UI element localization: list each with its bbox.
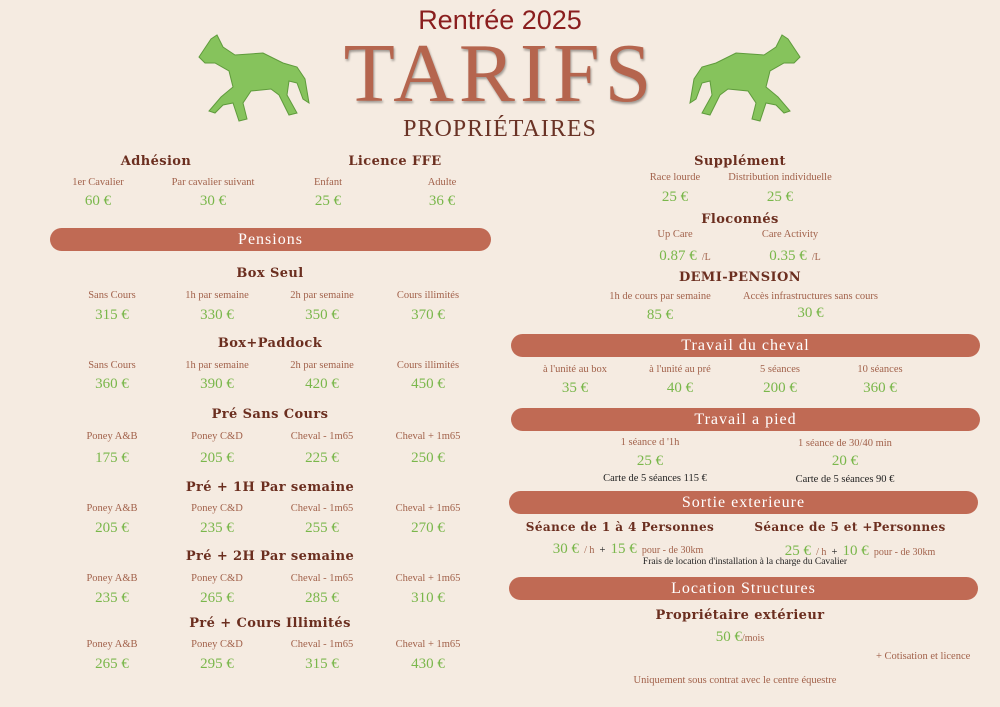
pension-price: 265 € [200, 590, 234, 606]
pension-price: 205 € [95, 520, 129, 536]
sortie-extra-price: 15 € [610, 541, 637, 557]
travail-pied-banner: Travail a pied [511, 408, 980, 431]
pension-price: 315 € [95, 307, 129, 323]
pension-label: Poney C&D [191, 573, 243, 584]
travail-pied-price: 25 € [636, 453, 664, 469]
pension-price: 360 € [95, 376, 129, 392]
travail-cheval-banner: Travail du cheval [511, 334, 980, 357]
pension-label: 1h par semaine [185, 290, 249, 301]
pension-label: Poney C&D [191, 503, 243, 514]
adhesion-label: 1er Cavalier [72, 177, 124, 188]
demi-pension-heading: DEMI-PENSION [678, 270, 802, 285]
adhesion-price: 30 € [199, 193, 227, 209]
pension-label: Cheval + 1m65 [395, 431, 461, 442]
demi-pension-price: 85 € [646, 307, 674, 323]
pension-label: Poney A&B [86, 431, 138, 442]
licence-heading: Licence FFE [348, 154, 442, 169]
adhesion-label: Par cavalier suivant [171, 177, 255, 188]
travail-cheval-label: à l'unité au box [543, 364, 607, 375]
pension-price: 235 € [200, 520, 234, 536]
travail-pied-price: 20 € [831, 453, 859, 469]
adhesion-price: 60 € [84, 193, 112, 209]
pension-section-heading: Pré + 1H Par semaine [185, 480, 355, 495]
pension-price: 330 € [200, 307, 234, 323]
floconnes-label: Up Care [657, 229, 693, 240]
adhesion-heading: Adhésion [120, 154, 192, 169]
floconnes-heading: Floconnés [701, 212, 779, 227]
supplement-label: Distribution individuelle [728, 172, 832, 183]
sortie-hourly-unit: / h [816, 547, 827, 558]
sortie-distance-note: pour - de 30km [641, 545, 704, 556]
licence-label: Adulte [427, 177, 457, 188]
pension-label: 2h par semaine [290, 360, 354, 371]
location-extra: + Cotisation et licence [876, 651, 971, 662]
pension-label: Cheval - 1m65 [290, 503, 354, 514]
travail-cheval-price: 40 € [666, 380, 694, 396]
sortie-distance-note: pour - de 30km [873, 547, 936, 558]
supplement-price: 25 € [661, 189, 689, 205]
sortie-hourly-price: 25 € [784, 543, 812, 559]
pension-price: 235 € [95, 590, 129, 606]
travail-cheval-price: 360 € [863, 380, 897, 396]
location-heading: Propriétaire extérieur [655, 608, 825, 623]
floconnes-unit: /L [811, 252, 821, 263]
location-price: 50 € [715, 629, 742, 645]
pension-label: Poney A&B [86, 503, 138, 514]
pension-price: 175 € [95, 450, 129, 466]
sortie-heading: Séance de 5 et +Personnes [754, 520, 946, 534]
pensions-banner: Pensions [50, 228, 491, 251]
pension-label: Cheval + 1m65 [395, 503, 461, 514]
travail-pied-note: Carte de 5 séances 90 € [795, 474, 895, 485]
horse-icon [686, 33, 806, 125]
licence-price: 25 € [314, 193, 342, 209]
footer-note: Uniquement sous contrat avec le centre équestre [633, 675, 837, 686]
licence-label: Enfant [314, 177, 342, 188]
pension-section-heading: Pré + 2H Par semaine [185, 549, 355, 564]
pension-label: Cheval - 1m65 [290, 573, 354, 584]
floconnes-price: 0.87 € [659, 248, 697, 264]
pension-price: 370 € [411, 307, 445, 323]
floconnes-label: Care Activity [761, 229, 819, 240]
pension-price: 430 € [411, 656, 445, 672]
horse-icon [193, 33, 313, 125]
pension-label: Poney A&B [86, 639, 138, 650]
pension-price: 270 € [411, 520, 445, 536]
sortie-banner: Sortie exterieure [509, 491, 978, 514]
supplement-heading: Supplément [694, 154, 786, 169]
pension-label: Cours illimités [396, 360, 460, 371]
pension-label: 2h par semaine [290, 290, 354, 301]
page-subtitle: PROPRIÉTAIRES [403, 116, 597, 142]
travail-pied-note: Carte de 5 séances 115 € [603, 473, 707, 484]
floconnes-unit: /L [701, 252, 711, 263]
supplement-label: Race lourde [649, 172, 701, 183]
pension-price: 390 € [200, 376, 234, 392]
pension-section-heading: Pré + Cours Illimités [189, 616, 351, 631]
pension-price: 450 € [411, 376, 445, 392]
pension-price: 255 € [305, 520, 339, 536]
demi-pension-label: Accès infrastructures sans cours [743, 291, 878, 302]
pension-price: 285 € [305, 590, 339, 606]
pension-price: 350 € [305, 307, 339, 323]
sortie-price-line [528, 538, 728, 558]
pension-label: Cheval - 1m65 [290, 431, 354, 442]
pension-section-heading: Box Seul [236, 266, 304, 281]
demi-pension-price: 30 € [797, 305, 824, 321]
location-banner: Location Structures [509, 577, 978, 600]
pension-price: 310 € [411, 590, 445, 606]
floconnes-price: 0.35 € [769, 248, 807, 264]
travail-pied-label: 1 séance d '1h [620, 437, 680, 448]
sortie-note: Frais de location d'installation à la charge du Cavalier [642, 557, 848, 567]
page-title: TARIFS [343, 27, 657, 120]
pension-label: Poney A&B [86, 573, 138, 584]
licence-price: 36 € [428, 193, 456, 209]
floconnes-price-group [740, 245, 850, 265]
travail-cheval-price: 35 € [561, 380, 589, 396]
pension-price: 420 € [305, 376, 339, 392]
pension-label: Cheval + 1m65 [395, 639, 461, 650]
pension-price: 295 € [200, 656, 234, 672]
pension-label: Cheval + 1m65 [395, 573, 461, 584]
pension-label: Cheval - 1m65 [290, 639, 354, 650]
location-price-line [680, 626, 800, 646]
travail-cheval-price: 200 € [763, 380, 797, 396]
floconnes-price-group [630, 245, 740, 265]
pension-price: 250 € [411, 450, 445, 466]
pension-section-heading: Pré Sans Cours [211, 407, 329, 422]
pension-price: 225 € [305, 450, 339, 466]
sortie-hourly-unit: / h [584, 545, 595, 556]
travail-pied-label: 1 séance de 30/40 min [798, 438, 892, 449]
sortie-extra-price: 10 € [842, 543, 869, 559]
pension-label: Poney C&D [191, 431, 243, 442]
season-kicker: Rentrée 2025 [418, 5, 582, 35]
sortie-plus: + [599, 545, 606, 556]
pension-price: 205 € [200, 450, 234, 466]
travail-cheval-label: 10 séances [857, 364, 903, 375]
pension-label: Sans Cours [88, 360, 136, 371]
sortie-heading: Séance de 1 à 4 Personnes [525, 520, 715, 534]
sortie-hourly-price: 30 € [552, 541, 580, 557]
pension-label: 1h par semaine [185, 360, 249, 371]
pension-label: Sans Cours [88, 290, 136, 301]
sortie-plus: + [831, 547, 838, 558]
pension-label: Poney C&D [191, 639, 243, 650]
pension-section-heading: Box+Paddock [217, 336, 323, 351]
pension-price: 265 € [95, 656, 129, 672]
pension-label: Cours illimités [396, 290, 460, 301]
supplement-price: 25 € [766, 189, 794, 205]
pension-price: 315 € [305, 656, 339, 672]
location-unit: /mois [742, 633, 765, 644]
demi-pension-label: 1h de cours par semaine [609, 291, 711, 302]
travail-cheval-label: 5 séances [760, 364, 800, 375]
travail-cheval-label: à l'unité au pré [649, 364, 711, 375]
